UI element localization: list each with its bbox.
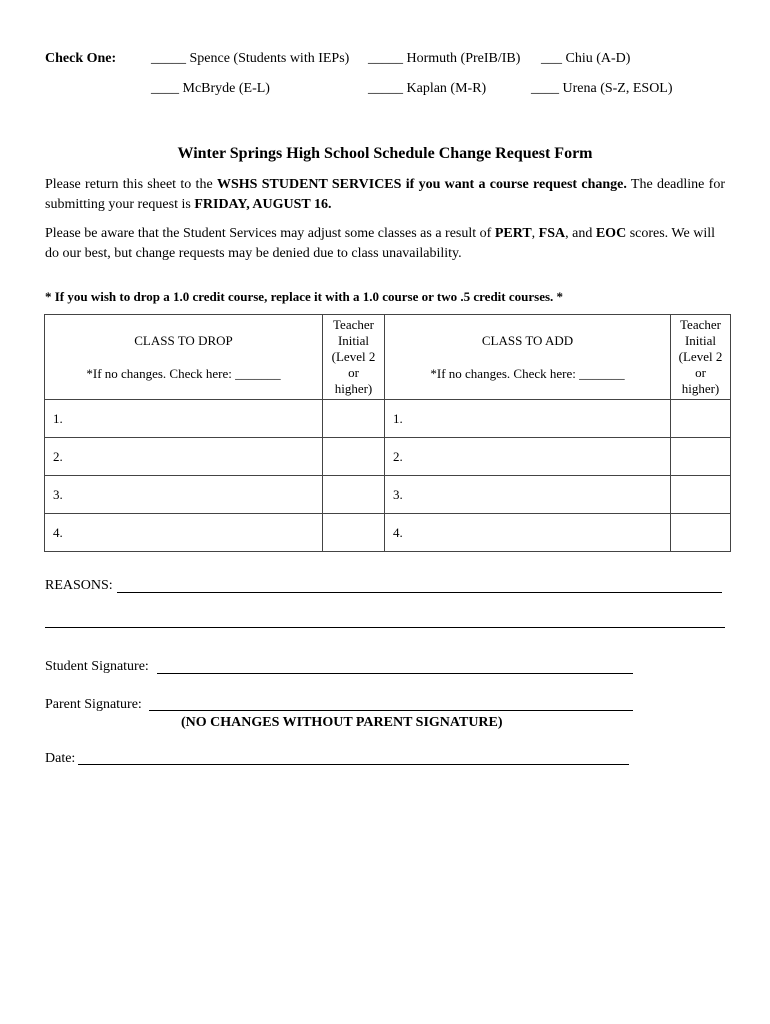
no-change-add-checkbox[interactable]: *If no changes. Check here: _______ — [430, 365, 625, 381]
student-signature-line[interactable] — [157, 673, 633, 674]
teacher-initial-line: Initial — [337, 333, 370, 348]
drop-teacher-initial-field[interactable] — [323, 400, 385, 438]
drop-teacher-initial-field[interactable] — [323, 438, 385, 476]
add-class-field[interactable]: 3. — [385, 476, 671, 514]
option-chiu[interactable]: ___ Chiu (A-D) — [541, 51, 631, 66]
student-signature-label: Student Signature: — [45, 659, 149, 674]
notice-text-b: scores. We will do our best, but change requests may be denied due to class unavailability. — [45, 226, 716, 261]
date-line[interactable] — [78, 764, 629, 765]
teacher-initial-line: Initial — [684, 333, 717, 348]
add-class-field[interactable]: 2. — [385, 438, 671, 476]
add-teacher-initial-field[interactable] — [671, 438, 731, 476]
option-spence[interactable]: _____ Spence (Students with IEPs) — [151, 51, 350, 66]
teacher-initial-line: or — [348, 365, 359, 380]
check-one-label: Check One: — [45, 51, 117, 66]
table-row — [45, 476, 731, 514]
drop-header-cell — [45, 315, 323, 400]
drop-class-field[interactable]: 4. — [45, 514, 323, 552]
drop-teacher-initial-field[interactable] — [323, 476, 385, 514]
add-class-field[interactable]: 4. — [385, 514, 671, 552]
drop-teacher-initial-field[interactable] — [323, 514, 385, 552]
teacher-initial-line: or — [695, 365, 706, 380]
date-label: Date: — [45, 751, 76, 766]
instructions-text-c: The deadline for submitting your request is — [45, 177, 726, 212]
drop-class-field[interactable]: 2. — [45, 438, 323, 476]
drop-class-field[interactable]: 1. — [45, 400, 323, 438]
reasons-label: REASONS: — [45, 578, 113, 593]
notice-pert: PERT — [494, 226, 532, 241]
instructions-text-a: Please return this sheet to the — [45, 177, 217, 192]
notice-and: , and — [565, 226, 596, 241]
teacher-initial-header-drop — [323, 315, 385, 400]
option-hormuth[interactable]: _____ Hormuth (PreIB/IB) — [368, 51, 521, 66]
table-row — [45, 514, 731, 552]
option-urena[interactable]: ____ Urena (S-Z, ESOL) — [531, 81, 673, 96]
drop-class-field[interactable]: 3. — [45, 476, 323, 514]
notice-comma: , — [531, 226, 539, 241]
table-header-row — [45, 315, 731, 400]
add-header-cell — [385, 315, 671, 400]
drop-note: * If you wish to drop a 1.0 credit course, replace it with a 1.0 course or two .5 credit courses. * — [45, 289, 564, 304]
teacher-initial-line: Teacher — [333, 317, 374, 332]
drop-header: CLASS TO DROP — [134, 332, 233, 348]
notice-paragraph — [45, 224, 725, 264]
reasons-input-line-2[interactable] — [45, 627, 725, 628]
notice-fsa: FSA — [538, 226, 566, 241]
teacher-initial-line: higher) — [681, 381, 720, 396]
add-class-field[interactable]: 1. — [385, 400, 671, 438]
add-teacher-initial-field[interactable] — [671, 400, 731, 438]
teacher-initial-line: Teacher — [680, 317, 721, 332]
parent-signature-label: Parent Signature: — [45, 697, 142, 712]
teacher-initial-line: higher) — [334, 381, 373, 396]
teacher-initial-line: (Level 2 — [331, 349, 376, 364]
teacher-initial-line: (Level 2 — [678, 349, 723, 364]
instructions-deadline: FRIDAY, AUGUST 16. — [194, 197, 332, 212]
instructions-paragraph — [45, 175, 725, 215]
add-teacher-initial-field[interactable] — [671, 514, 731, 552]
instructions-office: WSHS STUDENT SERVICES if you want a course request change. — [216, 177, 627, 192]
notice-text-a: Please be aware that the Student Services may adjust some classes as a result of — [45, 226, 495, 241]
option-kaplan[interactable]: _____ Kaplan (M-R) — [368, 81, 487, 96]
table-row — [45, 400, 731, 438]
form-title: Winter Springs High School Schedule Change Request Form — [177, 145, 593, 162]
notice-eoc: EOC — [595, 226, 627, 241]
add-teacher-initial-field[interactable] — [671, 476, 731, 514]
table-row — [45, 438, 731, 476]
option-mcbryde[interactable]: ____ McBryde (E-L) — [151, 81, 270, 96]
parent-signature-note: (NO CHANGES WITHOUT PARENT SIGNATURE) — [181, 715, 503, 730]
add-header: CLASS TO ADD — [481, 332, 574, 348]
teacher-initial-header-add — [671, 315, 731, 400]
no-change-drop-checkbox[interactable]: *If no changes. Check here: _______ — [86, 365, 281, 381]
schedule-table — [44, 314, 731, 552]
reasons-input-line-1[interactable] — [117, 592, 722, 593]
parent-signature-line[interactable] — [149, 710, 633, 711]
